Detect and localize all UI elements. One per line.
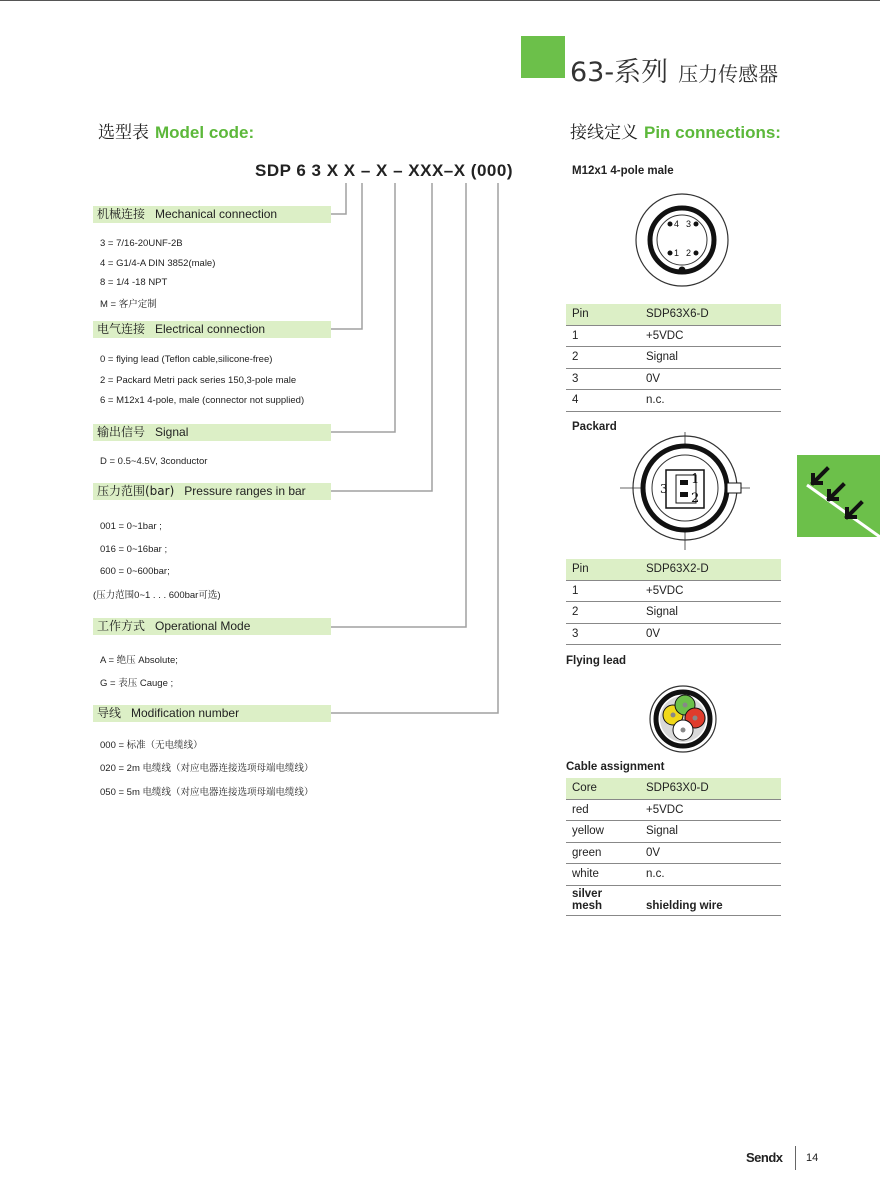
table-header	[566, 304, 781, 326]
table-cell: 1	[572, 584, 579, 597]
table-cell: Signal	[646, 825, 678, 838]
option-item: 3 = 7/16-20UNF-2B	[100, 238, 183, 249]
packard-pin-label: 2	[691, 491, 700, 506]
option-item: 2 = Packard Metri pack series 150,3-pole male	[100, 375, 297, 386]
table-cell	[566, 888, 646, 912]
group-cn: 导线	[97, 706, 122, 720]
table-cell: 2	[572, 606, 579, 619]
table-row	[566, 390, 781, 412]
table-row	[566, 326, 781, 348]
packard-pin-table	[566, 559, 781, 645]
table-row	[566, 864, 781, 886]
table-row	[566, 843, 781, 865]
group-bar-signal	[93, 424, 331, 441]
table-cell: shielding wire	[646, 899, 723, 912]
table-cell: white	[572, 868, 599, 881]
group-cn: 电气连接	[97, 322, 146, 336]
option-item: (压力范围0~1 . . . 600bar可选)	[93, 590, 221, 601]
table-cell: red	[572, 803, 589, 816]
packard-connector-diagram	[620, 432, 750, 550]
option-item: 001 = 0~1bar ;	[100, 521, 162, 532]
table-row	[566, 800, 781, 822]
packard-label: Packard	[572, 421, 617, 433]
option-item: D = 0.5~4.5V, 3conductor	[100, 456, 208, 467]
table-row	[566, 602, 781, 624]
model-title-cn: 选型表	[98, 123, 149, 143]
group-en: Operational Mode	[155, 619, 251, 633]
table-cell: Pin	[572, 563, 589, 576]
group-bar-electrical	[93, 321, 331, 338]
option-item: M = 客户定制	[100, 299, 157, 310]
group-bar-modification	[93, 705, 331, 722]
m12-pin-label: 1	[674, 248, 680, 258]
table-cell: 2	[572, 351, 579, 364]
table-row	[566, 886, 781, 916]
series-label: 系列	[614, 57, 669, 88]
group-bar-mechanical	[93, 206, 331, 223]
table-cell: green	[572, 846, 602, 859]
footer-separator	[795, 1146, 796, 1170]
model-title-en: Model code:	[155, 123, 255, 142]
group-en: Mechanical connection	[155, 207, 278, 221]
m12-pin-label: 4	[674, 219, 680, 229]
group-cn: 工作方式	[97, 619, 146, 633]
series-number: 63-	[570, 57, 615, 88]
table-row	[566, 347, 781, 369]
table-cell: SDP63X0-D	[646, 782, 709, 795]
m12-pin-label: 3	[686, 219, 692, 229]
brand-logo: Sendx	[746, 1150, 783, 1165]
table-cell: SDP63X2-D	[646, 563, 709, 576]
option-item: 020 = 2m 电缆线（对应电器连接选项母端电缆线）	[100, 763, 314, 774]
table-row	[566, 821, 781, 843]
table-cell: 0V	[646, 372, 661, 385]
flying-lead-cable-diagram	[645, 684, 721, 754]
option-item: 8 = 1/4 -18 NPT	[100, 277, 168, 288]
group-en: Signal	[155, 425, 189, 439]
table-cell: 4	[572, 394, 579, 407]
table-cell: 0V	[646, 627, 661, 640]
group-en: Pressure ranges in bar	[184, 484, 306, 498]
m12-pin-table	[566, 304, 781, 412]
group-en: Electrical connection	[155, 322, 266, 336]
table-cell: +5VDC	[646, 803, 684, 816]
group-bar-mode	[93, 618, 331, 635]
group-bar-pressure	[93, 483, 331, 500]
option-item: 4 = G1/4-A DIN 3852(male)	[100, 258, 216, 269]
page-number: 14	[806, 1152, 819, 1164]
pin-connections-title	[570, 118, 781, 143]
table-header	[566, 559, 781, 581]
table-cell: +5VDC	[646, 329, 684, 342]
product-name: 压力传感器	[678, 62, 779, 86]
table-cell: yellow	[572, 825, 604, 838]
table-cell: Core	[572, 782, 597, 795]
cell-line: mesh	[572, 899, 603, 912]
arrows-icon	[797, 455, 880, 537]
table-cell: n.c.	[646, 868, 665, 881]
option-item: 050 = 5m 电缆线（对应电器连接选项母端电缆线）	[100, 787, 314, 798]
group-cn: 机械连接	[97, 207, 146, 221]
flying-lead-label: Flying lead	[566, 655, 627, 667]
option-item: 016 = 0~16bar ;	[100, 544, 168, 555]
option-item: A = 绝压 Absolute;	[100, 655, 178, 666]
model-code-string: SDP 6 3 X X – X – XXX–X (000)	[255, 161, 513, 180]
table-cell: 1	[572, 329, 579, 342]
table-header	[566, 778, 781, 800]
side-tab	[797, 455, 880, 537]
group-en: Modification number	[131, 706, 240, 720]
m12-connector-diagram	[630, 190, 734, 290]
table-cell: Signal	[646, 351, 678, 364]
table-cell: SDP63X6-D	[646, 308, 709, 321]
table-cell: Signal	[646, 606, 678, 619]
cable-table	[566, 778, 781, 916]
table-row	[566, 624, 781, 646]
pin-title-en: Pin connections:	[644, 123, 781, 142]
table-cell: 3	[572, 372, 579, 385]
cable-assignment-label: Cable assignment	[566, 761, 665, 773]
m12-pin-label: 2	[686, 248, 692, 258]
table-row	[566, 369, 781, 391]
table-cell: Pin	[572, 308, 589, 321]
pin-title-cn: 接线定义	[570, 123, 638, 143]
cell-line: silver	[572, 887, 603, 900]
option-item: 0 = flying lead (Teflon cable,silicone-free)	[100, 354, 273, 365]
table-cell: n.c.	[646, 394, 665, 407]
table-row	[566, 581, 781, 603]
option-item: 600 = 0~600bar;	[100, 566, 170, 577]
option-item: 000 = 标准（无电缆线）	[100, 740, 203, 751]
m12-label: M12x1 4-pole male	[572, 165, 674, 177]
option-item: 6 = M12x1 4-pole, male (connector not supplied)	[100, 395, 305, 406]
group-cn: 压力范围(bar)	[97, 484, 175, 498]
table-cell: +5VDC	[646, 584, 684, 597]
group-cn: 输出信号	[97, 425, 146, 439]
table-cell: 0V	[646, 846, 661, 859]
table-cell: 3	[572, 627, 579, 640]
packard-pin-label: 1	[691, 472, 700, 487]
option-item: G = 表压 Cauge ;	[100, 678, 174, 689]
packard-pin-label: 3	[660, 482, 668, 496]
